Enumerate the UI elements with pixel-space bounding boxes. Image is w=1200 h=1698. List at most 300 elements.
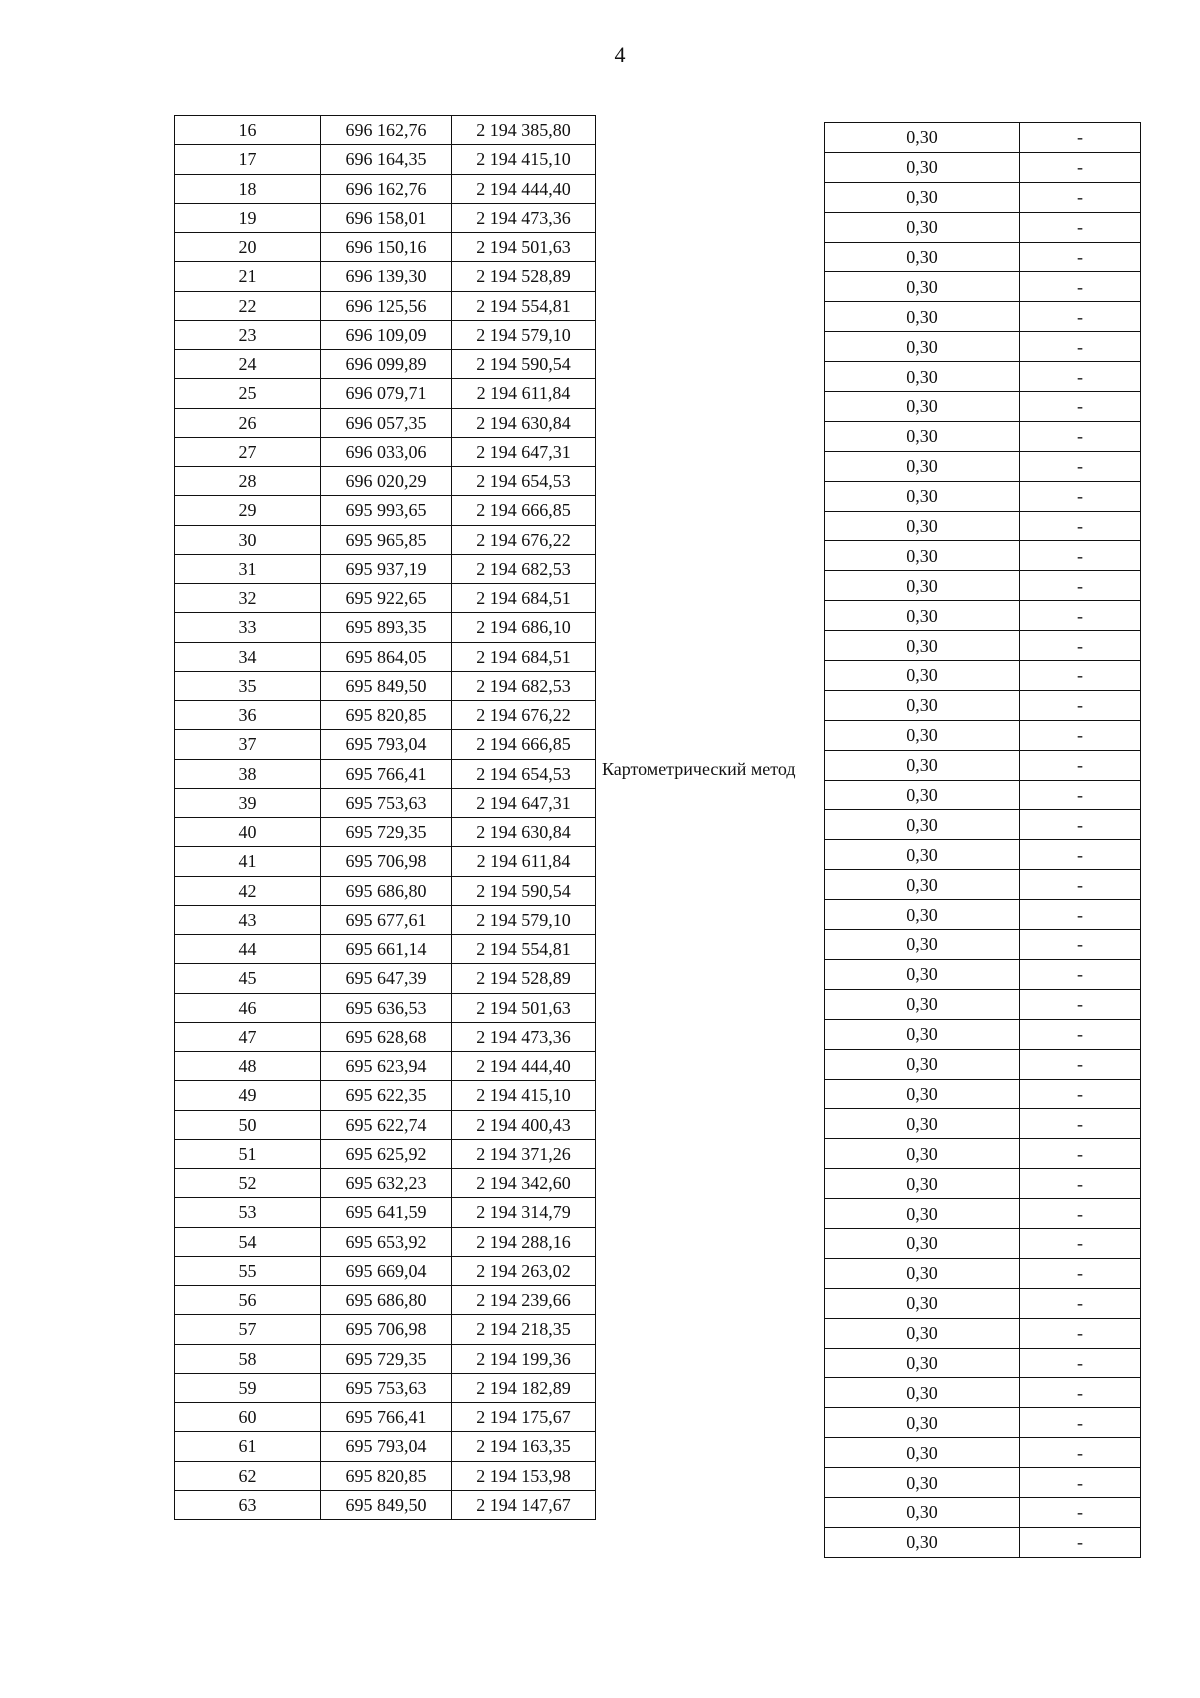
point-number-cell: 30 — [175, 525, 321, 554]
y-coordinate-cell: 2 194 385,80 — [452, 116, 596, 145]
accuracy-cell: 0,30 — [825, 1019, 1020, 1049]
accuracy-cell: 0,30 — [825, 959, 1020, 989]
y-coordinate-cell: 2 194 676,22 — [452, 525, 596, 554]
description-cell: - — [1020, 332, 1141, 362]
accuracy-cell: 0,30 — [825, 1139, 1020, 1169]
table-row — [175, 116, 596, 145]
description-cell: - — [1020, 1348, 1141, 1378]
table-row — [175, 759, 596, 788]
accuracy-cell: 0,30 — [825, 840, 1020, 870]
table-row — [825, 870, 1141, 900]
description-cell: - — [1020, 1408, 1141, 1438]
description-cell: - — [1020, 392, 1141, 422]
accuracy-cell: 0,30 — [825, 1258, 1020, 1288]
table-row — [175, 905, 596, 934]
table-row — [175, 876, 596, 905]
y-coordinate-cell: 2 194 473,36 — [452, 203, 596, 232]
y-coordinate-cell: 2 194 684,51 — [452, 642, 596, 671]
table-row — [825, 123, 1141, 153]
description-cell: - — [1020, 1497, 1141, 1527]
table-row — [825, 1169, 1141, 1199]
description-cell: - — [1020, 511, 1141, 541]
table-row — [825, 631, 1141, 661]
y-coordinate-cell: 2 194 163,35 — [452, 1432, 596, 1461]
y-coordinate-cell: 2 194 666,85 — [452, 730, 596, 759]
point-number-cell: 47 — [175, 1022, 321, 1051]
table-row — [825, 720, 1141, 750]
accuracy-cell: 0,30 — [825, 720, 1020, 750]
table-row — [175, 233, 596, 262]
x-coordinate-cell: 695 766,41 — [321, 759, 452, 788]
accuracy-table — [824, 122, 1141, 1558]
accuracy-cell: 0,30 — [825, 332, 1020, 362]
accuracy-cell: 0,30 — [825, 421, 1020, 451]
x-coordinate-cell: 695 922,65 — [321, 584, 452, 613]
y-coordinate-cell: 2 194 444,40 — [452, 174, 596, 203]
y-coordinate-cell: 2 194 501,63 — [452, 233, 596, 262]
table-row — [175, 203, 596, 232]
table-row — [825, 272, 1141, 302]
description-cell: - — [1020, 541, 1141, 571]
y-coordinate-cell: 2 194 314,79 — [452, 1198, 596, 1227]
table-row — [175, 437, 596, 466]
table-row — [175, 262, 596, 291]
y-coordinate-cell: 2 194 554,81 — [452, 291, 596, 320]
table-row — [825, 421, 1141, 451]
table-row — [175, 1081, 596, 1110]
x-coordinate-cell: 695 937,19 — [321, 554, 452, 583]
x-coordinate-cell: 695 622,35 — [321, 1081, 452, 1110]
y-coordinate-cell: 2 194 654,53 — [452, 467, 596, 496]
x-coordinate-cell: 696 158,01 — [321, 203, 452, 232]
table-row — [175, 1169, 596, 1198]
x-coordinate-cell: 696 033,06 — [321, 437, 452, 466]
table-row — [175, 1227, 596, 1256]
point-number-cell: 63 — [175, 1490, 321, 1519]
point-number-cell: 54 — [175, 1227, 321, 1256]
table-row — [825, 1348, 1141, 1378]
accuracy-cell: 0,30 — [825, 242, 1020, 272]
table-row — [175, 496, 596, 525]
point-number-cell: 24 — [175, 350, 321, 379]
x-coordinate-cell: 695 993,65 — [321, 496, 452, 525]
accuracy-cell: 0,30 — [825, 1318, 1020, 1348]
accuracy-cell: 0,30 — [825, 1199, 1020, 1229]
y-coordinate-cell: 2 194 147,67 — [452, 1490, 596, 1519]
accuracy-cell: 0,30 — [825, 1468, 1020, 1498]
point-number-cell: 28 — [175, 467, 321, 496]
y-coordinate-cell: 2 194 400,43 — [452, 1110, 596, 1139]
table-row — [175, 1432, 596, 1461]
description-cell: - — [1020, 720, 1141, 750]
x-coordinate-cell: 696 162,76 — [321, 116, 452, 145]
table-row — [175, 818, 596, 847]
description-cell: - — [1020, 362, 1141, 392]
x-coordinate-cell: 695 623,94 — [321, 1052, 452, 1081]
accuracy-cell: 0,30 — [825, 123, 1020, 153]
accuracy-cell: 0,30 — [825, 810, 1020, 840]
table-row — [825, 1109, 1141, 1139]
accuracy-cell: 0,30 — [825, 930, 1020, 960]
point-number-cell: 35 — [175, 671, 321, 700]
description-cell: - — [1020, 631, 1141, 661]
table-row — [825, 332, 1141, 362]
coordinates-table-body — [175, 116, 596, 1520]
y-coordinate-cell: 2 194 263,02 — [452, 1256, 596, 1285]
table-row — [175, 1198, 596, 1227]
y-coordinate-cell: 2 194 342,60 — [452, 1169, 596, 1198]
table-row — [825, 989, 1141, 1019]
y-coordinate-cell: 2 194 371,26 — [452, 1139, 596, 1168]
x-coordinate-cell: 695 706,98 — [321, 847, 452, 876]
table-row — [175, 701, 596, 730]
point-number-cell: 55 — [175, 1256, 321, 1285]
x-coordinate-cell: 695 661,14 — [321, 935, 452, 964]
y-coordinate-cell: 2 194 501,63 — [452, 993, 596, 1022]
y-coordinate-cell: 2 194 630,84 — [452, 408, 596, 437]
description-cell: - — [1020, 1468, 1141, 1498]
description-cell: - — [1020, 1109, 1141, 1139]
table-row — [825, 1258, 1141, 1288]
x-coordinate-cell: 696 020,29 — [321, 467, 452, 496]
description-cell: - — [1020, 571, 1141, 601]
description-cell: - — [1020, 1318, 1141, 1348]
table-row — [175, 1490, 596, 1519]
table-row — [175, 145, 596, 174]
description-cell: - — [1020, 242, 1141, 272]
x-coordinate-cell: 695 636,53 — [321, 993, 452, 1022]
table-row — [825, 511, 1141, 541]
table-row — [825, 900, 1141, 930]
y-coordinate-cell: 2 194 676,22 — [452, 701, 596, 730]
x-coordinate-cell: 695 669,04 — [321, 1256, 452, 1285]
point-number-cell: 33 — [175, 613, 321, 642]
x-coordinate-cell: 695 729,35 — [321, 818, 452, 847]
table-row — [175, 1344, 596, 1373]
table-row — [175, 1315, 596, 1344]
accuracy-cell: 0,30 — [825, 1378, 1020, 1408]
point-number-cell: 23 — [175, 320, 321, 349]
point-number-cell: 36 — [175, 701, 321, 730]
table-row — [175, 847, 596, 876]
point-number-cell: 51 — [175, 1139, 321, 1168]
accuracy-cell: 0,30 — [825, 1228, 1020, 1258]
y-coordinate-cell: 2 194 218,35 — [452, 1315, 596, 1344]
accuracy-cell: 0,30 — [825, 481, 1020, 511]
y-coordinate-cell: 2 194 654,53 — [452, 759, 596, 788]
table-row — [175, 993, 596, 1022]
point-number-cell: 26 — [175, 408, 321, 437]
x-coordinate-cell: 695 753,63 — [321, 1373, 452, 1402]
accuracy-cell: 0,30 — [825, 212, 1020, 242]
point-number-cell: 29 — [175, 496, 321, 525]
table-row — [175, 554, 596, 583]
accuracy-cell: 0,30 — [825, 541, 1020, 571]
x-coordinate-cell: 695 641,59 — [321, 1198, 452, 1227]
point-number-cell: 34 — [175, 642, 321, 671]
y-coordinate-cell: 2 194 579,10 — [452, 905, 596, 934]
description-cell: - — [1020, 989, 1141, 1019]
point-number-cell: 40 — [175, 818, 321, 847]
point-number-cell: 37 — [175, 730, 321, 759]
table-row — [825, 182, 1141, 212]
description-cell: - — [1020, 1228, 1141, 1258]
point-number-cell: 61 — [175, 1432, 321, 1461]
point-number-cell: 52 — [175, 1169, 321, 1198]
table-row — [825, 810, 1141, 840]
accuracy-cell: 0,30 — [825, 272, 1020, 302]
x-coordinate-cell: 695 686,80 — [321, 876, 452, 905]
description-cell: - — [1020, 481, 1141, 511]
y-coordinate-cell: 2 194 686,10 — [452, 613, 596, 642]
point-number-cell: 62 — [175, 1461, 321, 1490]
table-row — [175, 1373, 596, 1402]
x-coordinate-cell: 695 793,04 — [321, 730, 452, 759]
point-number-cell: 42 — [175, 876, 321, 905]
y-coordinate-cell: 2 194 528,89 — [452, 964, 596, 993]
table-row — [175, 320, 596, 349]
description-cell: - — [1020, 1199, 1141, 1229]
point-number-cell: 41 — [175, 847, 321, 876]
table-row — [175, 174, 596, 203]
accuracy-cell: 0,30 — [825, 1527, 1020, 1557]
point-number-cell: 43 — [175, 905, 321, 934]
x-coordinate-cell: 695 632,23 — [321, 1169, 452, 1198]
y-coordinate-cell: 2 194 528,89 — [452, 262, 596, 291]
accuracy-cell: 0,30 — [825, 1169, 1020, 1199]
table-row — [825, 242, 1141, 272]
point-number-cell: 25 — [175, 379, 321, 408]
table-row — [825, 302, 1141, 332]
table-row — [175, 730, 596, 759]
y-coordinate-cell: 2 194 647,31 — [452, 788, 596, 817]
point-number-cell: 38 — [175, 759, 321, 788]
accuracy-cell: 0,30 — [825, 1079, 1020, 1109]
description-cell: - — [1020, 212, 1141, 242]
accuracy-cell: 0,30 — [825, 601, 1020, 631]
x-coordinate-cell: 696 162,76 — [321, 174, 452, 203]
y-coordinate-cell: 2 194 444,40 — [452, 1052, 596, 1081]
table-row — [825, 1228, 1141, 1258]
table-row — [825, 152, 1141, 182]
accuracy-cell: 0,30 — [825, 571, 1020, 601]
table-row — [825, 1199, 1141, 1229]
x-coordinate-cell: 695 793,04 — [321, 1432, 452, 1461]
description-cell: - — [1020, 123, 1141, 153]
table-row — [825, 481, 1141, 511]
table-row — [825, 1288, 1141, 1318]
accuracy-cell: 0,30 — [825, 152, 1020, 182]
point-number-cell: 50 — [175, 1110, 321, 1139]
description-cell: - — [1020, 421, 1141, 451]
point-number-cell: 44 — [175, 935, 321, 964]
table-row — [825, 1049, 1141, 1079]
description-cell: - — [1020, 152, 1141, 182]
description-cell: - — [1020, 1378, 1141, 1408]
method-label: Картометрический метод — [602, 759, 796, 779]
table-row — [175, 788, 596, 817]
description-cell: - — [1020, 840, 1141, 870]
table-row — [825, 392, 1141, 422]
accuracy-cell: 0,30 — [825, 182, 1020, 212]
table-row — [825, 1408, 1141, 1438]
y-coordinate-cell: 2 194 415,10 — [452, 1081, 596, 1110]
x-coordinate-cell: 696 109,09 — [321, 320, 452, 349]
accuracy-cell: 0,30 — [825, 362, 1020, 392]
table-row — [825, 1438, 1141, 1468]
description-cell: - — [1020, 451, 1141, 481]
x-coordinate-cell: 696 125,56 — [321, 291, 452, 320]
table-row — [825, 362, 1141, 392]
table-row — [175, 525, 596, 554]
x-coordinate-cell: 696 099,89 — [321, 350, 452, 379]
table-row — [825, 1497, 1141, 1527]
y-coordinate-cell: 2 194 288,16 — [452, 1227, 596, 1256]
point-number-cell: 49 — [175, 1081, 321, 1110]
x-coordinate-cell: 695 647,39 — [321, 964, 452, 993]
y-coordinate-cell: 2 194 682,53 — [452, 554, 596, 583]
table-row — [825, 930, 1141, 960]
description-cell: - — [1020, 1527, 1141, 1557]
point-number-cell: 31 — [175, 554, 321, 583]
point-number-cell: 48 — [175, 1052, 321, 1081]
x-coordinate-cell: 695 766,41 — [321, 1403, 452, 1432]
x-coordinate-cell: 695 820,85 — [321, 1461, 452, 1490]
x-coordinate-cell: 695 706,98 — [321, 1315, 452, 1344]
point-number-cell: 46 — [175, 993, 321, 1022]
x-coordinate-cell: 696 057,35 — [321, 408, 452, 437]
x-coordinate-cell: 695 628,68 — [321, 1022, 452, 1051]
description-cell: - — [1020, 1079, 1141, 1109]
x-coordinate-cell: 695 653,92 — [321, 1227, 452, 1256]
accuracy-cell: 0,30 — [825, 1348, 1020, 1378]
y-coordinate-cell: 2 194 554,81 — [452, 935, 596, 964]
table-row — [825, 959, 1141, 989]
point-number-cell: 16 — [175, 116, 321, 145]
table-row — [175, 1139, 596, 1168]
y-coordinate-cell: 2 194 647,31 — [452, 437, 596, 466]
description-cell: - — [1020, 1049, 1141, 1079]
table-row — [825, 690, 1141, 720]
table-row — [175, 642, 596, 671]
table-row — [825, 601, 1141, 631]
table-row — [175, 1256, 596, 1285]
table-row — [175, 1461, 596, 1490]
table-row — [175, 964, 596, 993]
description-cell: - — [1020, 1438, 1141, 1468]
table-row — [175, 350, 596, 379]
y-coordinate-cell: 2 194 590,54 — [452, 350, 596, 379]
table-row — [175, 1022, 596, 1051]
table-row — [825, 1378, 1141, 1408]
point-number-cell: 17 — [175, 145, 321, 174]
accuracy-cell: 0,30 — [825, 511, 1020, 541]
y-coordinate-cell: 2 194 415,10 — [452, 145, 596, 174]
y-coordinate-cell: 2 194 666,85 — [452, 496, 596, 525]
accuracy-cell: 0,30 — [825, 631, 1020, 661]
accuracy-cell: 0,30 — [825, 900, 1020, 930]
x-coordinate-cell: 695 622,74 — [321, 1110, 452, 1139]
table-row — [175, 291, 596, 320]
x-coordinate-cell: 696 139,30 — [321, 262, 452, 291]
description-cell: - — [1020, 1019, 1141, 1049]
y-coordinate-cell: 2 194 199,36 — [452, 1344, 596, 1373]
y-coordinate-cell: 2 194 182,89 — [452, 1373, 596, 1402]
description-cell: - — [1020, 1288, 1141, 1318]
table-row — [175, 467, 596, 496]
accuracy-cell: 0,30 — [825, 1438, 1020, 1468]
table-row — [175, 613, 596, 642]
x-coordinate-cell: 695 677,61 — [321, 905, 452, 934]
x-coordinate-cell: 696 164,35 — [321, 145, 452, 174]
description-cell: - — [1020, 690, 1141, 720]
table-row — [175, 379, 596, 408]
y-coordinate-cell: 2 194 611,84 — [452, 847, 596, 876]
description-cell: - — [1020, 661, 1141, 691]
y-coordinate-cell: 2 194 684,51 — [452, 584, 596, 613]
point-number-cell: 32 — [175, 584, 321, 613]
description-cell: - — [1020, 780, 1141, 810]
table-row — [825, 780, 1141, 810]
table-row — [825, 541, 1141, 571]
table-row — [825, 451, 1141, 481]
accuracy-cell: 0,30 — [825, 750, 1020, 780]
table-row — [175, 1052, 596, 1081]
y-coordinate-cell: 2 194 682,53 — [452, 671, 596, 700]
y-coordinate-cell: 2 194 153,98 — [452, 1461, 596, 1490]
table-row — [825, 750, 1141, 780]
description-cell: - — [1020, 750, 1141, 780]
description-cell: - — [1020, 1169, 1141, 1199]
y-coordinate-cell: 2 194 239,66 — [452, 1286, 596, 1315]
description-cell: - — [1020, 182, 1141, 212]
table-row — [175, 1286, 596, 1315]
point-number-cell: 56 — [175, 1286, 321, 1315]
table-row — [825, 1139, 1141, 1169]
point-number-cell: 39 — [175, 788, 321, 817]
point-number-cell: 18 — [175, 174, 321, 203]
accuracy-cell: 0,30 — [825, 1109, 1020, 1139]
point-number-cell: 19 — [175, 203, 321, 232]
description-cell: - — [1020, 1258, 1141, 1288]
y-coordinate-cell: 2 194 611,84 — [452, 379, 596, 408]
accuracy-cell: 0,30 — [825, 1408, 1020, 1438]
table-row — [825, 1019, 1141, 1049]
description-cell: - — [1020, 302, 1141, 332]
point-number-cell: 53 — [175, 1198, 321, 1227]
table-row — [175, 935, 596, 964]
table-row — [175, 671, 596, 700]
accuracy-cell: 0,30 — [825, 392, 1020, 422]
x-coordinate-cell: 695 893,35 — [321, 613, 452, 642]
point-number-cell: 27 — [175, 437, 321, 466]
x-coordinate-cell: 695 849,50 — [321, 1490, 452, 1519]
point-number-cell: 58 — [175, 1344, 321, 1373]
x-coordinate-cell: 695 965,85 — [321, 525, 452, 554]
accuracy-cell: 0,30 — [825, 690, 1020, 720]
accuracy-cell: 0,30 — [825, 1049, 1020, 1079]
point-number-cell: 22 — [175, 291, 321, 320]
x-coordinate-cell: 695 849,50 — [321, 671, 452, 700]
point-number-cell: 20 — [175, 233, 321, 262]
x-coordinate-cell: 695 753,63 — [321, 788, 452, 817]
accuracy-cell: 0,30 — [825, 1288, 1020, 1318]
y-coordinate-cell: 2 194 473,36 — [452, 1022, 596, 1051]
description-cell: - — [1020, 900, 1141, 930]
accuracy-cell: 0,30 — [825, 661, 1020, 691]
accuracy-cell: 0,30 — [825, 989, 1020, 1019]
x-coordinate-cell: 696 150,16 — [321, 233, 452, 262]
